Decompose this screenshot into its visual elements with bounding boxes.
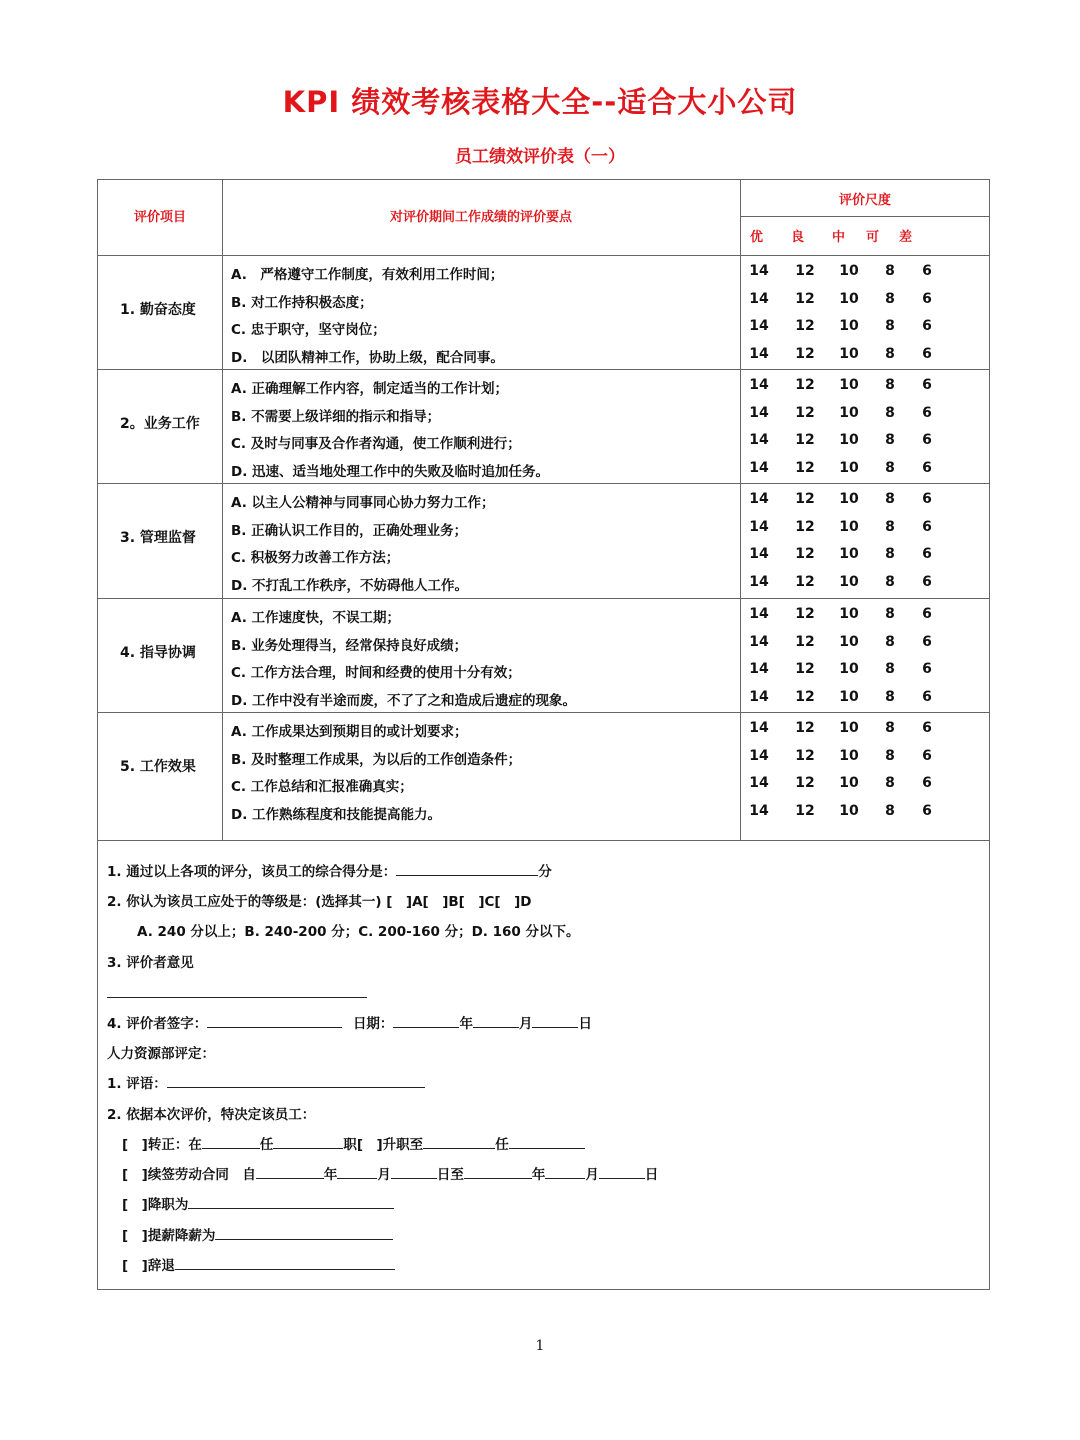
col-divider-1 <box>222 180 223 840</box>
year-label: 年 <box>531 1167 546 1183</box>
score-option[interactable]: 12 <box>795 574 815 590</box>
score-option[interactable]: 6 <box>922 775 932 791</box>
score-option[interactable]: 14 <box>749 263 769 279</box>
score-option[interactable]: 12 <box>795 405 815 421</box>
score-option[interactable]: 6 <box>922 491 932 507</box>
score-option[interactable]: 14 <box>749 346 769 362</box>
day-label: 日 <box>644 1167 659 1183</box>
score-option[interactable]: 12 <box>795 775 815 791</box>
dismiss-field[interactable] <box>175 1255 395 1270</box>
score-option[interactable]: 6 <box>922 606 932 622</box>
total-score-line <box>107 860 552 880</box>
score-option[interactable]: 10 <box>839 346 859 362</box>
option-regularize-label: [ ]转正：在 <box>122 1137 202 1153</box>
score-option[interactable]: 8 <box>885 803 895 819</box>
score-option[interactable]: 10 <box>839 720 859 736</box>
score-option[interactable]: 10 <box>839 775 859 791</box>
evaluator-sign-field[interactable] <box>207 1013 342 1028</box>
score-option[interactable]: 8 <box>885 775 895 791</box>
score-option[interactable]: 14 <box>749 405 769 421</box>
option-salary-adjust[interactable] <box>122 1224 393 1244</box>
score-option[interactable]: 12 <box>795 720 815 736</box>
score-option[interactable]: 8 <box>885 634 895 650</box>
score-option[interactable]: 12 <box>795 748 815 764</box>
demote-label: [ ]降职为 <box>122 1197 189 1213</box>
hr-title: 人力资源部评定： <box>107 1046 215 1062</box>
criterion-item: B. 不需要上级详细的指示和指导； <box>231 409 441 425</box>
score-option[interactable]: 12 <box>795 460 815 476</box>
header-points: 对评价期间工作成绩的评价要点 <box>389 210 572 225</box>
regularize-dept-field[interactable] <box>202 1134 260 1149</box>
date-day-field[interactable] <box>532 1013 578 1028</box>
score-option[interactable]: 12 <box>795 606 815 622</box>
score-option[interactable]: 6 <box>922 689 932 705</box>
score-option[interactable]: 14 <box>749 546 769 562</box>
month-label: 月 <box>377 1167 391 1183</box>
score-option[interactable]: 8 <box>885 689 895 705</box>
criterion-item: B. 业务处理得当，经常保持良好成绩； <box>231 638 468 654</box>
score-option[interactable]: 12 <box>795 432 815 448</box>
header-bottom-line <box>98 255 990 256</box>
evaluator-sign-line <box>107 1012 592 1032</box>
total-score-label: 1. 通过以上各项的评分，该员工的综合得分是： <box>107 864 397 880</box>
score-option[interactable]: 14 <box>749 606 769 622</box>
score-option[interactable]: 8 <box>885 519 895 535</box>
score-option[interactable]: 12 <box>795 346 815 362</box>
date-month-field[interactable] <box>473 1013 519 1028</box>
grade-medium: 中 <box>832 230 846 245</box>
score-option[interactable]: 6 <box>922 661 932 677</box>
score-option[interactable]: 10 <box>839 377 859 393</box>
scale-header-divider <box>740 216 990 217</box>
salary-adjust-label: [ ]提薪降薪为 <box>122 1228 216 1244</box>
criterion-item: D. 工作中没有半途而废，不了了之和造成后遗症的现象。 <box>231 693 577 709</box>
grade-excellent: 优 <box>750 230 764 245</box>
score-option[interactable]: 14 <box>749 491 769 507</box>
promote-position-field[interactable] <box>509 1134 585 1149</box>
score-option[interactable]: 8 <box>885 377 895 393</box>
date-label: 日期： <box>352 1016 394 1032</box>
score-option[interactable]: 12 <box>795 318 815 334</box>
section-divider <box>98 598 990 599</box>
renew-to-label: 日至 <box>436 1167 464 1183</box>
score-option[interactable]: 14 <box>749 634 769 650</box>
renew-from-month-field[interactable] <box>337 1164 377 1179</box>
grade-poor: 差 <box>899 230 913 245</box>
renew-from-day-field[interactable] <box>391 1164 437 1179</box>
score-option[interactable]: 12 <box>795 661 815 677</box>
criterion-item: D. 以团队精神工作，协助上级，配合同事。 <box>231 350 504 366</box>
header-item: 评价项目 <box>133 210 186 225</box>
total-score-field[interactable] <box>396 861 538 876</box>
score-option[interactable]: 8 <box>885 405 895 421</box>
grade-good: 良 <box>791 230 805 245</box>
score-option[interactable]: 10 <box>839 634 859 650</box>
grade-fair: 可 <box>866 230 880 245</box>
score-option[interactable]: 6 <box>922 803 932 819</box>
score-option[interactable]: 12 <box>795 546 815 562</box>
score-option[interactable]: 8 <box>885 661 895 677</box>
score-option[interactable]: 10 <box>839 689 859 705</box>
score-option[interactable]: 8 <box>885 318 895 334</box>
score-option[interactable]: 10 <box>839 432 859 448</box>
criterion-item: B. 正确认识工作目的，正确处理业务； <box>231 523 468 539</box>
score-option[interactable]: 6 <box>922 546 932 562</box>
score-option[interactable]: 6 <box>922 574 932 590</box>
score-option[interactable]: 12 <box>795 519 815 535</box>
score-unit: 分 <box>538 864 552 880</box>
month-label: 月 <box>585 1167 599 1183</box>
score-option[interactable]: 8 <box>885 346 895 362</box>
score-option[interactable]: 10 <box>839 748 859 764</box>
demote-field[interactable] <box>188 1194 394 1209</box>
criterion-item: A. 正确理解工作内容，制定适当的工作计划； <box>231 381 509 397</box>
year-label: 年 <box>323 1167 338 1183</box>
month-label: 月 <box>518 1016 533 1032</box>
section-label: 4. 指导协调 <box>120 645 196 661</box>
criterion-item: C. 积极努力改善工作方法； <box>231 550 400 566</box>
score-option[interactable]: 14 <box>749 803 769 819</box>
score-option[interactable]: 10 <box>839 405 859 421</box>
option-regularize[interactable] <box>122 1133 585 1153</box>
score-option[interactable]: 8 <box>885 606 895 622</box>
score-option[interactable]: 10 <box>839 519 859 535</box>
score-option[interactable]: 6 <box>922 720 932 736</box>
criterion-item: D. 迅速、适当地处理工作中的失败及临时追加任务。 <box>231 464 550 480</box>
criterion-item: D. 不打乱工作秩序，不妨碍他人工作。 <box>231 578 469 594</box>
score-option[interactable]: 10 <box>839 574 859 590</box>
score-option[interactable]: 10 <box>839 291 859 307</box>
score-option[interactable]: 14 <box>749 318 769 334</box>
table-bottom-line <box>98 840 990 841</box>
evaluator-opinion-field[interactable] <box>107 997 367 998</box>
section-label: 3. 管理监督 <box>120 530 196 546</box>
col-divider-2 <box>740 180 741 840</box>
criterion-item: C. 及时与同事及合作者沟通，使工作顺利进行； <box>231 436 521 452</box>
year-label: 年 <box>459 1016 473 1032</box>
criterion-item: C. 工作方法合理，时间和经费的使用十分有效； <box>231 665 521 681</box>
score-option[interactable]: 6 <box>922 748 932 764</box>
hr-comment-line <box>107 1072 425 1092</box>
section-label: 2。业务工作 <box>120 416 200 432</box>
score-option[interactable]: 14 <box>749 519 769 535</box>
section-label: 1. 勤奋态度 <box>120 302 196 318</box>
promote-dept-field[interactable] <box>423 1134 495 1149</box>
criterion-item: A. 工作速度快，不误工期； <box>231 610 401 626</box>
form-subtitle: 员工绩效评价表（一） <box>455 147 625 167</box>
score-option[interactable]: 8 <box>885 491 895 507</box>
hr-decision-label: 2. 依据本次评价，特决定该员工： <box>107 1107 316 1123</box>
day-label: 日 <box>578 1016 592 1032</box>
regularize-ren-label: 任 <box>259 1137 274 1153</box>
criterion-item: A. 工作成果达到预期目的或计划要求； <box>231 724 468 740</box>
score-option[interactable]: 6 <box>922 432 932 448</box>
criterion-item: A. 严格遵守工作制度，有效利用工作时间； <box>231 267 504 283</box>
score-option[interactable]: 12 <box>795 689 815 705</box>
criterion-item: B. 及时整理工作成果，为以后的工作创造条件； <box>231 752 522 768</box>
hr-comment-label: 1. 评语： <box>107 1076 167 1092</box>
dismiss-label: [ ]辞退 <box>122 1258 175 1274</box>
score-option[interactable]: 12 <box>795 803 815 819</box>
criterion-item: B. 对工作持积极态度； <box>231 295 373 311</box>
score-option[interactable]: 14 <box>749 460 769 476</box>
score-option[interactable]: 14 <box>749 377 769 393</box>
score-option[interactable]: 14 <box>749 748 769 764</box>
score-option[interactable]: 6 <box>922 405 932 421</box>
score-option[interactable]: 8 <box>885 748 895 764</box>
score-option[interactable]: 6 <box>922 291 932 307</box>
score-option[interactable]: 10 <box>839 606 859 622</box>
grade-choice-line[interactable]: 2. 你认为该员工应处于的等级是：(选择其一) [ ]A[ ]B[ ]C[ ]D <box>107 894 532 910</box>
score-option[interactable]: 14 <box>749 720 769 736</box>
score-option[interactable]: 6 <box>922 519 932 535</box>
score-option[interactable]: 12 <box>795 291 815 307</box>
renew-to-month-field[interactable] <box>545 1164 585 1179</box>
document-title: KPI 绩效考核表格大全--适合大小公司 <box>282 85 798 119</box>
score-option[interactable]: 8 <box>885 460 895 476</box>
section-divider <box>98 712 990 713</box>
score-option[interactable]: 14 <box>749 432 769 448</box>
score-option[interactable]: 10 <box>839 263 859 279</box>
score-option[interactable]: 8 <box>885 574 895 590</box>
promote-ren-label: 任 <box>495 1137 509 1153</box>
section-label: 5. 工作效果 <box>120 759 196 775</box>
score-option[interactable]: 14 <box>749 775 769 791</box>
grade-levels: A. 240 分以上；B. 240-200 分；C. 200-160 分；D. 160 分以下。 <box>137 924 580 940</box>
score-option[interactable]: 14 <box>749 291 769 307</box>
score-option[interactable]: 14 <box>749 574 769 590</box>
renew-to-year-field[interactable] <box>464 1164 532 1179</box>
evaluator-sign-label: 4. 评价者签字： <box>107 1016 208 1032</box>
score-option[interactable]: 6 <box>922 263 932 279</box>
score-option[interactable]: 8 <box>885 263 895 279</box>
score-option[interactable]: 12 <box>795 634 815 650</box>
renew-from-year-field[interactable] <box>256 1164 324 1179</box>
score-option[interactable]: 12 <box>795 263 815 279</box>
score-option[interactable]: 6 <box>922 318 932 334</box>
score-option[interactable]: 14 <box>749 689 769 705</box>
score-option[interactable]: 8 <box>885 291 895 307</box>
score-option[interactable]: 10 <box>839 491 859 507</box>
score-option[interactable]: 6 <box>922 377 932 393</box>
score-option[interactable]: 12 <box>795 491 815 507</box>
score-option[interactable]: 10 <box>839 546 859 562</box>
score-option[interactable]: 10 <box>839 803 859 819</box>
score-option[interactable]: 6 <box>922 460 932 476</box>
evaluator-opinion-label: 3. 评价者意见 <box>107 955 194 971</box>
option-demote[interactable] <box>122 1193 394 1213</box>
promote-label: 职[ ]升职至 <box>343 1137 424 1153</box>
renew-contract-label: [ ]续签劳动合同 自 <box>122 1167 256 1183</box>
header-scale: 评价尺度 <box>838 193 891 208</box>
score-option[interactable]: 10 <box>839 460 859 476</box>
option-renew-contract[interactable] <box>122 1163 658 1183</box>
regularize-position-field[interactable] <box>273 1134 343 1149</box>
page-number: 1 <box>535 1338 545 1354</box>
score-option[interactable]: 6 <box>922 634 932 650</box>
section-divider <box>98 369 990 370</box>
date-year-field[interactable] <box>393 1013 459 1028</box>
score-option[interactable]: 10 <box>839 661 859 677</box>
score-option[interactable]: 6 <box>922 346 932 362</box>
score-option[interactable]: 8 <box>885 720 895 736</box>
score-option[interactable]: 14 <box>749 661 769 677</box>
score-option[interactable]: 10 <box>839 318 859 334</box>
section-divider <box>98 483 990 484</box>
score-option[interactable]: 8 <box>885 546 895 562</box>
criterion-item: A. 以主人公精神与同事同心协力努力工作； <box>231 495 495 511</box>
criterion-item: C. 工作总结和汇报准确真实； <box>231 779 413 795</box>
score-option[interactable]: 8 <box>885 432 895 448</box>
criterion-item: D. 工作熟练程度和技能提高能力。 <box>231 807 442 823</box>
score-option[interactable]: 12 <box>795 377 815 393</box>
option-dismiss[interactable] <box>122 1254 395 1274</box>
criterion-item: C. 忠于职守，坚守岗位； <box>231 322 386 338</box>
renew-to-day-field[interactable] <box>599 1164 645 1179</box>
salary-adjust-field[interactable] <box>215 1225 393 1240</box>
hr-comment-field[interactable] <box>167 1073 425 1088</box>
